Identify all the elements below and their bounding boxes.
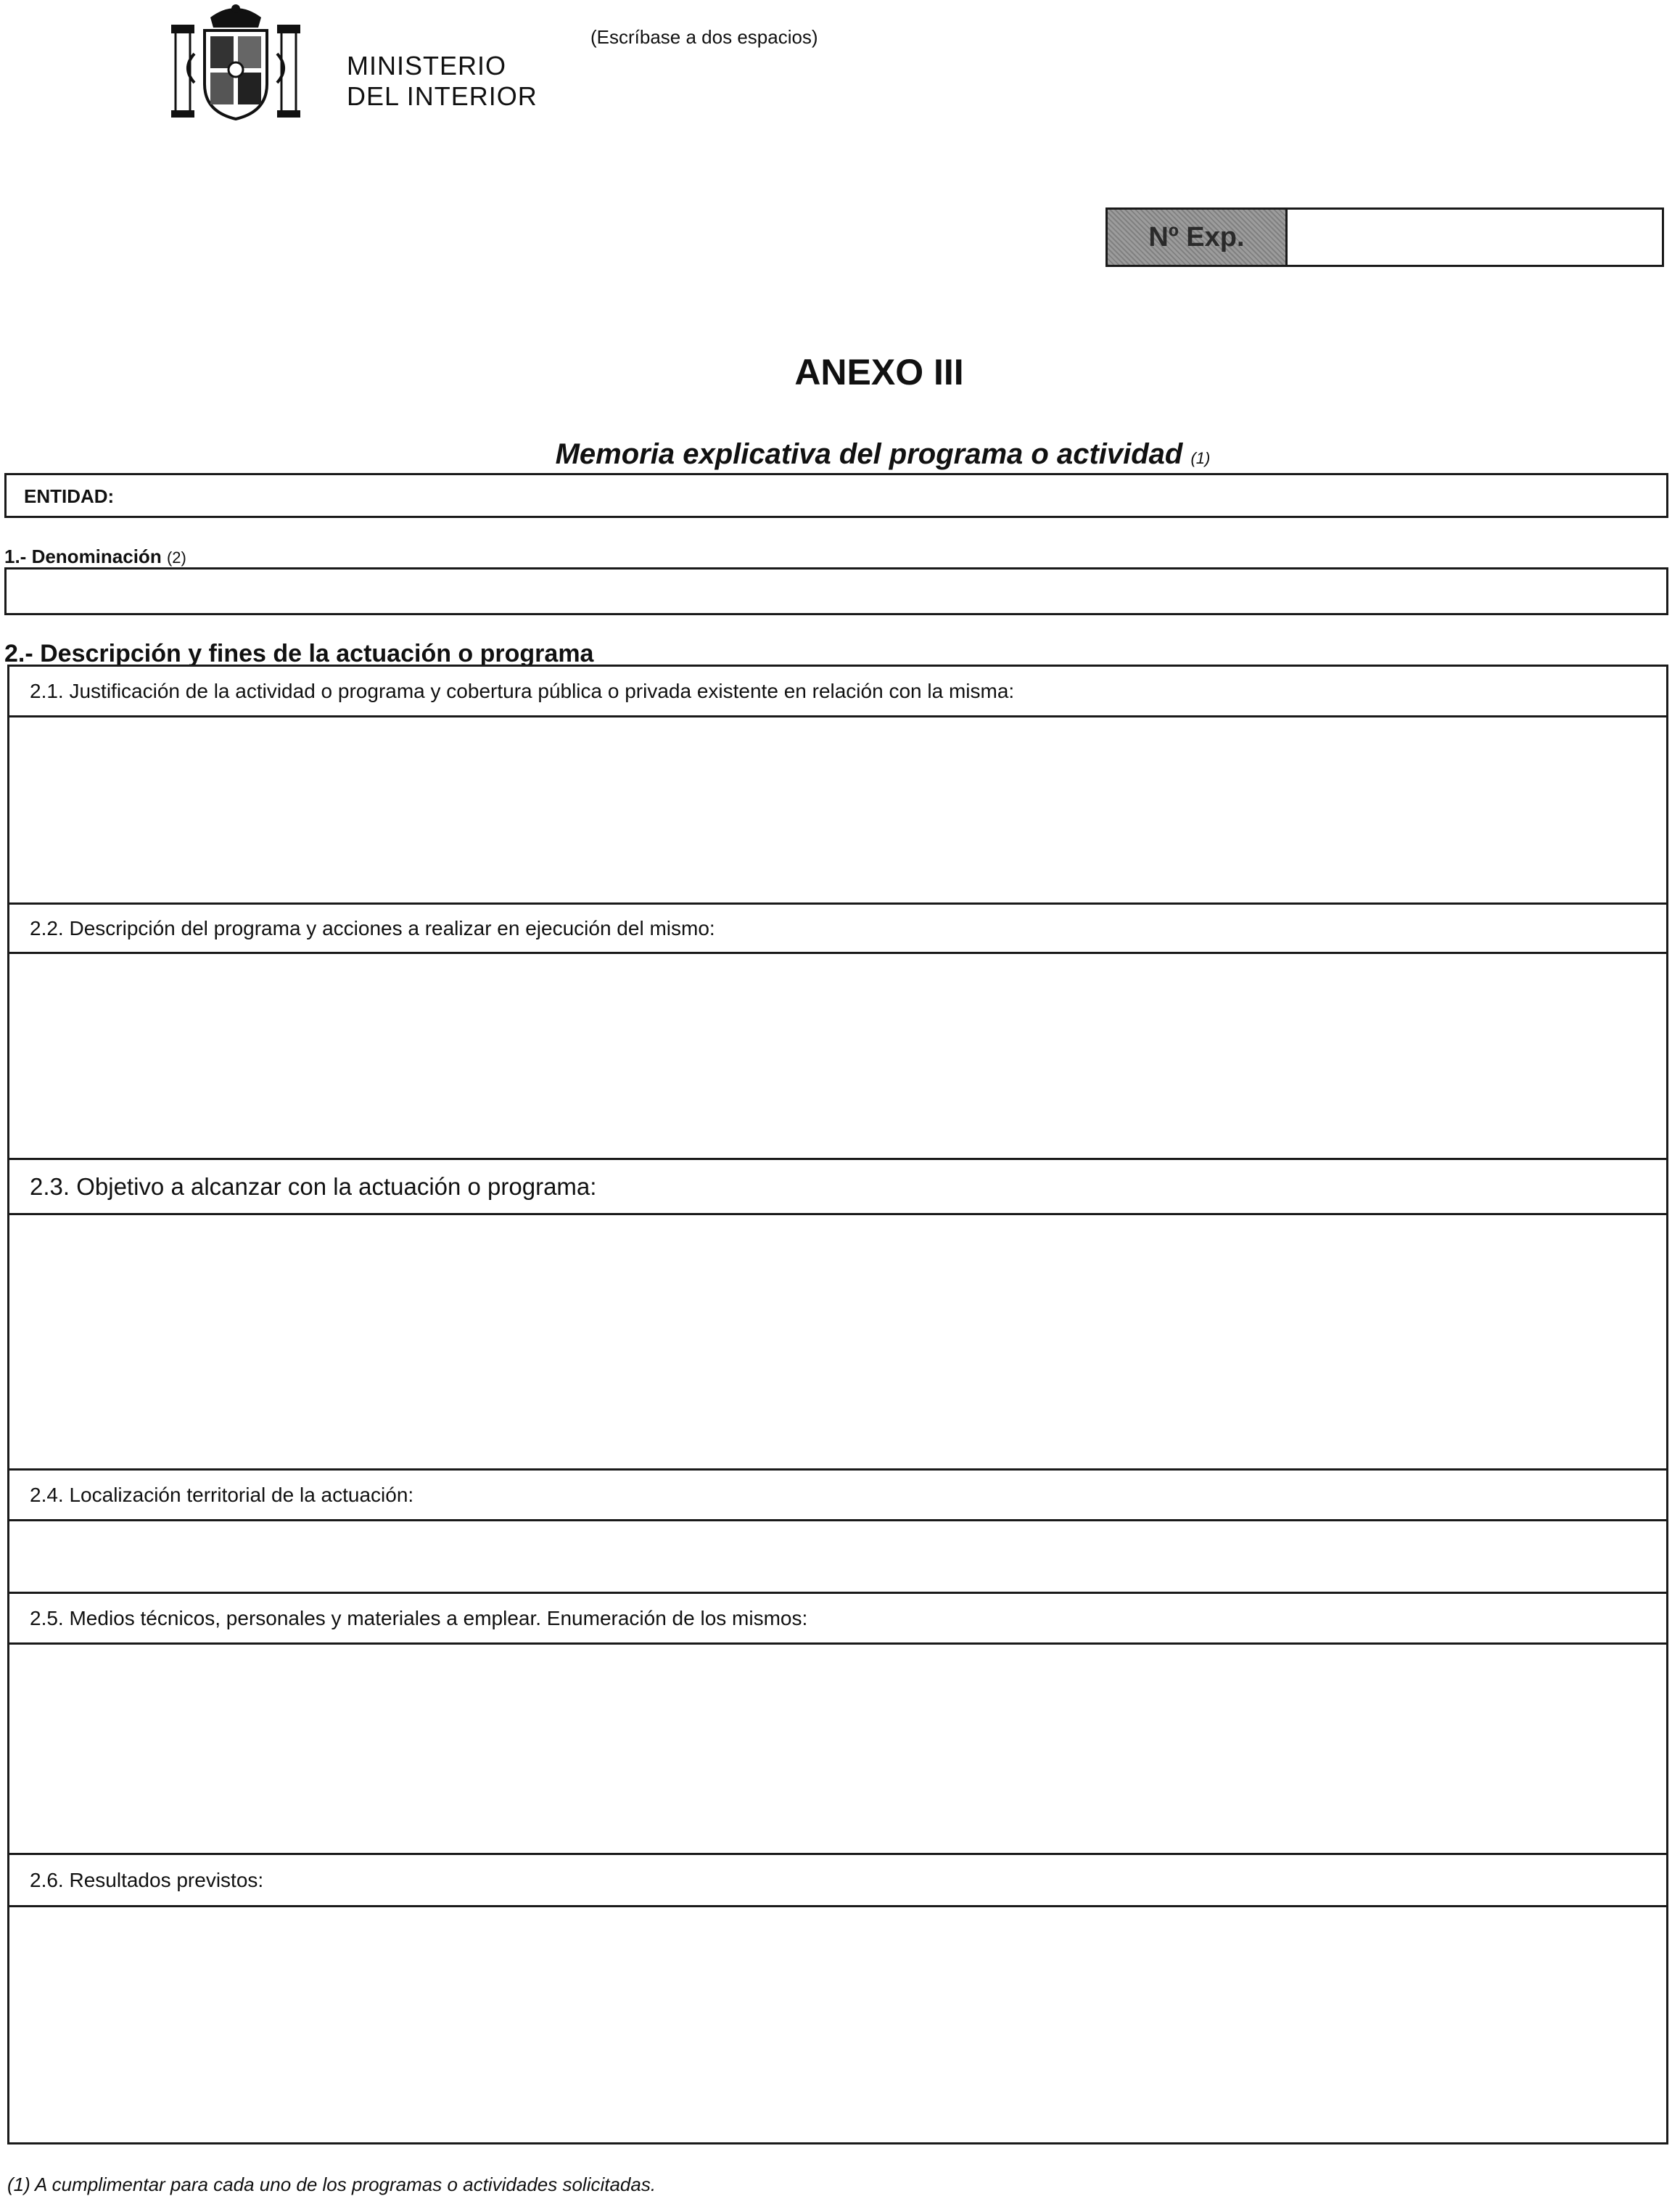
coat-of-arms-icon <box>160 3 312 125</box>
expediente-field[interactable] <box>1105 207 1664 267</box>
ministry-line-2: DEL INTERIOR <box>347 81 538 111</box>
section-label: 2.2. Descripción del programa y acciones a realizar en ejecución del mismo: <box>9 905 1666 954</box>
entidad-label: ENTIDAD: <box>24 485 115 507</box>
write-instruction: (Escríbase a dos espacios) <box>590 26 818 48</box>
denominacion-label: 1.- Denominación <box>4 546 162 567</box>
expediente-label: Nº Exp. <box>1108 210 1288 265</box>
objetivo-field[interactable] <box>9 1215 1666 1471</box>
justificacion-field[interactable] <box>9 717 1666 905</box>
descripcion-heading: 2.- Descripción y fines de la actuación o programa <box>4 640 594 667</box>
ministry-line-1: MINISTERIO <box>347 51 507 81</box>
medios-field[interactable] <box>9 1645 1666 1855</box>
section-label: 2.5. Medios técnicos, personales y materiales a emplear. Enumeración de los mismos: <box>9 1594 1666 1645</box>
resultados-field[interactable] <box>9 1907 1666 2142</box>
section-label: 2.3. Objetivo a alcanzar con la actuación o programa: <box>9 1160 1666 1215</box>
localizacion-field[interactable] <box>9 1521 1666 1594</box>
section-label: 2.6. Resultados previstos: <box>9 1855 1666 1907</box>
section-label: 2.4. Localización territorial de la actuación: <box>9 1471 1666 1521</box>
ministry-name <box>347 51 538 112</box>
denominacion-field[interactable] <box>4 567 1668 615</box>
descripcion-programa-field[interactable] <box>9 954 1666 1160</box>
entidad-field[interactable] <box>4 473 1668 518</box>
subtitle-footnote-ref: (1) <box>1190 449 1211 467</box>
page-title: ANEXO III <box>794 352 964 392</box>
denominacion-footnote-ref: (2) <box>166 548 186 567</box>
section-descripcion-programa <box>7 902 1668 1158</box>
section-localizacion <box>7 1468 1668 1592</box>
page-subtitle <box>0 438 1680 471</box>
section-objetivo <box>7 1158 1668 1468</box>
section-label: 2.1. Justificación de la actividad o programa y cobertura pública o privada existente en relación con la misma: <box>9 667 1666 717</box>
denominacion-heading <box>4 546 186 568</box>
section-justificacion <box>7 665 1668 902</box>
footnote-1: (1) A cumplimentar para cada uno de los programas o actividades solicitadas. <box>7 2174 656 2195</box>
section-medios <box>7 1592 1668 1853</box>
subtitle-text: Memoria explicativa del programa o actividad <box>555 438 1183 470</box>
section-resultados <box>7 1853 1668 2144</box>
